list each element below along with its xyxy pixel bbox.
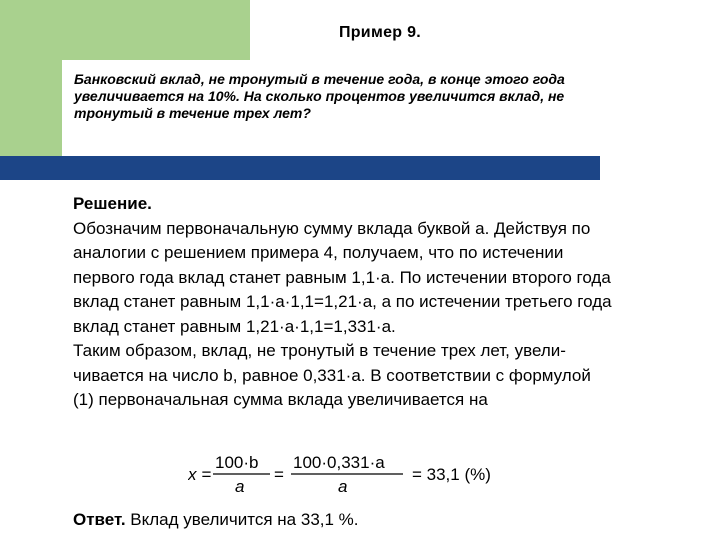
formula-numerator-1: 100·b <box>215 453 259 472</box>
solution-block <box>73 192 718 413</box>
problem-line: тронутый в течение трех лет? <box>74 105 311 121</box>
formula <box>188 450 528 498</box>
solution-line: первого года вклад станет равным 1,1·a. По истечении второго года <box>73 267 611 287</box>
solution-line: вклад станет равным 1,21·a·1,1=1,331·a. <box>73 316 396 336</box>
formula-denominator-1: a <box>235 477 245 496</box>
formula-denominator-2: a <box>338 477 348 496</box>
problem-statement <box>74 71 694 122</box>
problem-line: Банковский вклад, не тронутый в течение года, в конце этого года <box>74 71 565 87</box>
solution-line: (1) первоначальная сумма вклада увеличивается на <box>73 390 488 409</box>
solution-heading: Решение. <box>73 194 152 213</box>
formula-result: = 33,1 (%) <box>412 465 491 484</box>
answer-line <box>73 510 673 530</box>
slide-title: Пример 9. <box>338 24 422 41</box>
formula-numerator-2: 100·0,331·a <box>293 453 385 472</box>
formula-lhs: x = <box>188 465 212 484</box>
answer-label: Ответ. <box>73 510 126 529</box>
answer-text: Вклад увеличится на 33,1 %. <box>125 510 359 529</box>
problem-line: увеличивается на 10%. На сколько процентов увеличится вклад, не <box>74 88 565 104</box>
solution-line: вклад станет равным 1,1·a·1,1=1,21·a, а по истечении третьего года <box>73 292 612 311</box>
solution-line: аналогии с решением примера 4, получаем, что по истечении <box>73 243 564 262</box>
solution-line: Обозначим первоначальную сумму вклада буквой a. Действуя по <box>73 218 591 238</box>
divider-bar <box>0 156 600 180</box>
formula-equals: = <box>274 465 284 484</box>
solution-line: чивается на число b, равное 0,331·a. В соответствии с формулой <box>73 365 591 385</box>
solution-line: Таким образом, вклад, не тронутый в течение трех лет, увели- <box>73 341 566 360</box>
